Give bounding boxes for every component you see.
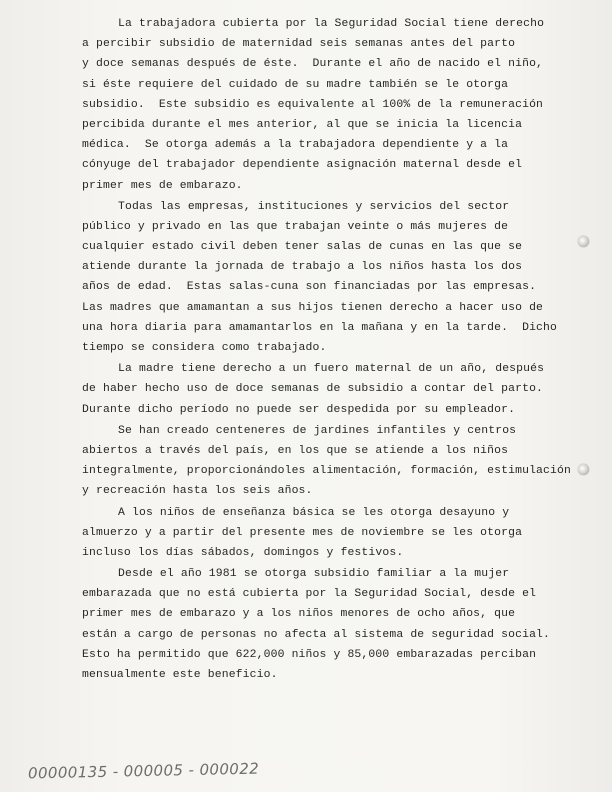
text-line: de haber hecho uso de doce semanas de subsidio a contar del parto. — [82, 383, 544, 396]
text-line: atiende durante la jornada de trabajo a los niños hasta los dos — [82, 261, 523, 274]
text-line: primer mes de embarazo y a los niños menores de ocho años, que — [82, 608, 516, 621]
text-line: Esto ha permitido que 622,000 niños y 85,000 embarazadas perciban — [82, 648, 537, 661]
paragraph-kindergartens — [82, 421, 572, 502]
text-line: si éste requiere del cuidado de su madre también se le otorga — [82, 78, 509, 91]
text-line: cualquier estado civil deben tener salas de cunas en las que se — [82, 241, 523, 254]
text-line: tiempo se considera como trabajado. — [82, 342, 327, 354]
paragraph-family-subsidy — [82, 564, 572, 685]
text-line: una hora diaria para amamantarlos en la mañana y en la tarde. Dicho — [82, 321, 558, 334]
text-line: La trabajadora cubierta por la Seguridad Social tiene derecho — [118, 18, 545, 30]
text-line: Desde el año 1981 se otorga subsidio familiar a la mujer — [118, 568, 510, 581]
text-line: están a cargo de personas no afecta al sistema de seguridad social. — [82, 628, 551, 641]
punch-hole-bottom — [578, 464, 589, 475]
text-line: médica. Se otorga además a la trabajadora dependiente y a la — [82, 139, 509, 152]
text-line: y recreación hasta los seis años. — [82, 485, 313, 498]
text-line: percibida durante el mes anterior, al que se inicia la licencia — [82, 118, 523, 131]
text-line: mensualmente este beneficio. — [82, 669, 278, 681]
text-line: Se han creado centeneres de jardines infantiles y centros — [118, 424, 517, 437]
text-line: primer mes de embarazo. — [82, 179, 243, 192]
handwritten-reference-number: 00000135 - 000005 - 000022 — [27, 759, 260, 783]
text-line: embarazada que no está cubierta por la Seguridad Social, desde el — [82, 588, 537, 601]
text-line: subsidio. Este subsidio es equivalente al 100% de la remuneración — [82, 98, 544, 111]
text-line: abiertos a través del país, en los que se atiende a los niños — [82, 444, 509, 457]
punch-hole-top — [578, 236, 589, 247]
paragraph-nursery-rooms — [82, 197, 572, 359]
paragraph-maternity-subsidy — [82, 14, 572, 196]
text-line: integralmente, proporcionándoles alimentación, formación, estimulación — [82, 465, 571, 478]
text-line: años de edad. Estas salas-cuna son financiadas por las empresas. — [82, 281, 537, 294]
text-line: incluso los días sábados, domingos y festivos. — [82, 546, 404, 559]
text-line: La madre tiene derecho a un fuero maternal de un año, después — [118, 363, 545, 376]
paragraph-school-meals — [82, 503, 572, 564]
text-line: a percibir subsidio de maternidad seis semanas antes del parto — [82, 38, 516, 51]
text-line: público y privado en las que trabajan veinte o más mujeres de — [82, 220, 509, 233]
text-line: cónyuge del trabajador dependiente asignación maternal desde el — [82, 159, 523, 172]
text-line: Todas las empresas, instituciones y servicios del sector — [118, 200, 510, 213]
text-line: Las madres que amamantan a sus hijos tienen derecho a hacer uso de — [82, 301, 544, 314]
text-line: A los niños de enseñanza básica se les otorga desayuno y — [118, 506, 510, 519]
text-line: almuerzo y a partir del presente mes de noviembre se les otorga — [82, 526, 523, 539]
document-body — [82, 14, 572, 685]
text-line: y doce semanas después de éste. Durante el año de nacido el niño, — [82, 58, 544, 71]
paragraph-maternal-leave-protection — [82, 359, 572, 420]
text-line: Durante dicho período no puede ser despedida por su empleador. — [82, 403, 516, 416]
